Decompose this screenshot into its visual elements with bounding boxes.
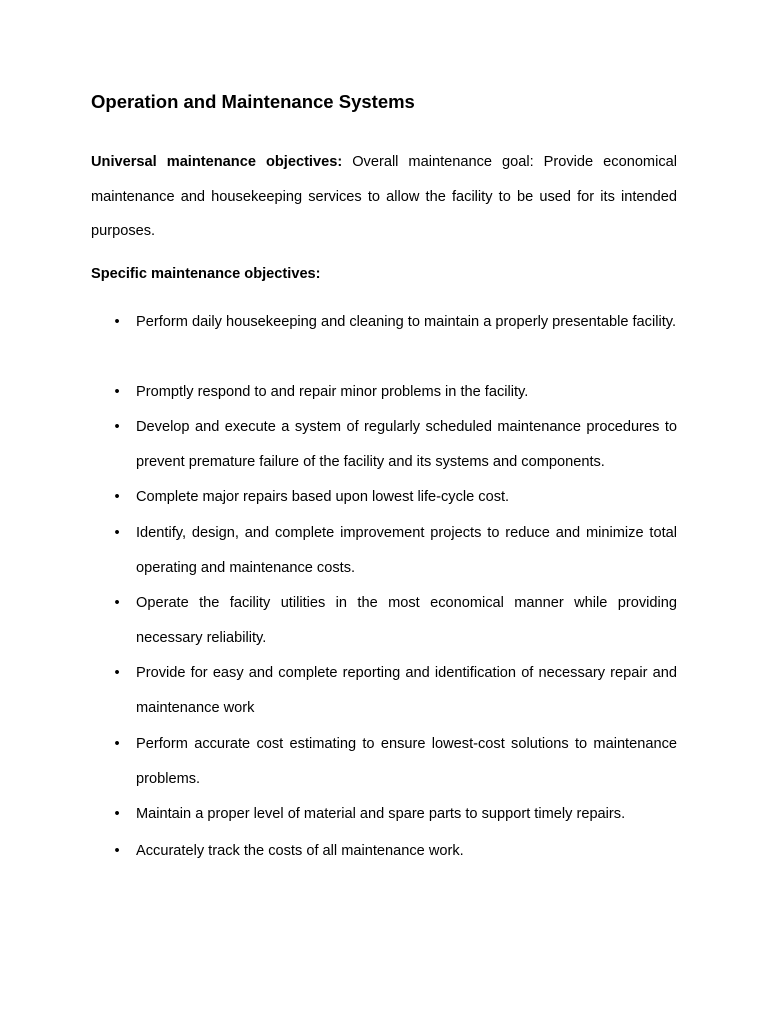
objective-text: Perform accurate cost estimating to ensure lowest-cost solutions to maintenance problems.: [136, 736, 677, 787]
specific-objectives-heading: Specific maintenance objectives:: [91, 266, 321, 282]
bullet-icon: •: [114, 736, 120, 752]
universal-objectives-label: Universal maintenance objectives:: [91, 154, 343, 170]
objective-text: Develop and execute a system of regularly scheduled maintenance procedures to prevent premature failure of the facility and its systems and components.: [136, 419, 677, 470]
bullet-icon: •: [114, 489, 120, 505]
objective-text: Perform daily housekeeping and cleaning to maintain a properly presentable facility.: [136, 314, 677, 330]
bullet-icon: •: [114, 525, 120, 541]
page-title: Operation and Maintenance Systems: [91, 91, 415, 112]
bullet-icon: •: [114, 843, 120, 859]
bullet-icon: •: [114, 806, 120, 822]
bullet-icon: •: [114, 595, 120, 611]
objective-text: Provide for easy and complete reporting and identification of necessary repair and maintenance work: [136, 665, 677, 716]
bullet-icon: •: [114, 665, 120, 681]
objective-text: Accurately track the costs of all maintenance work.: [136, 843, 464, 859]
universal-objectives-paragraph: [91, 145, 677, 249]
bullet-icon: •: [114, 419, 120, 435]
bullet-icon: •: [114, 314, 120, 330]
universal-objectives-text: Overall maintenance goal: Provide economical maintenance and housekeeping services to allow the facility to be used for its intended purposes.: [91, 154, 677, 239]
objective-text: Complete major repairs based upon lowest life-cycle cost.: [136, 489, 510, 505]
objective-text: Operate the facility utilities in the most economical manner while providing necessary reliability.: [136, 595, 677, 646]
bullet-icon: •: [114, 384, 120, 400]
objective-text: Promptly respond to and repair minor problems in the facility.: [136, 384, 529, 400]
objective-text: Identify, design, and complete improvement projects to reduce and minimize total operating and maintenance costs.: [136, 525, 677, 576]
objective-text: Maintain a proper level of material and spare parts to support timely repairs.: [136, 806, 626, 822]
